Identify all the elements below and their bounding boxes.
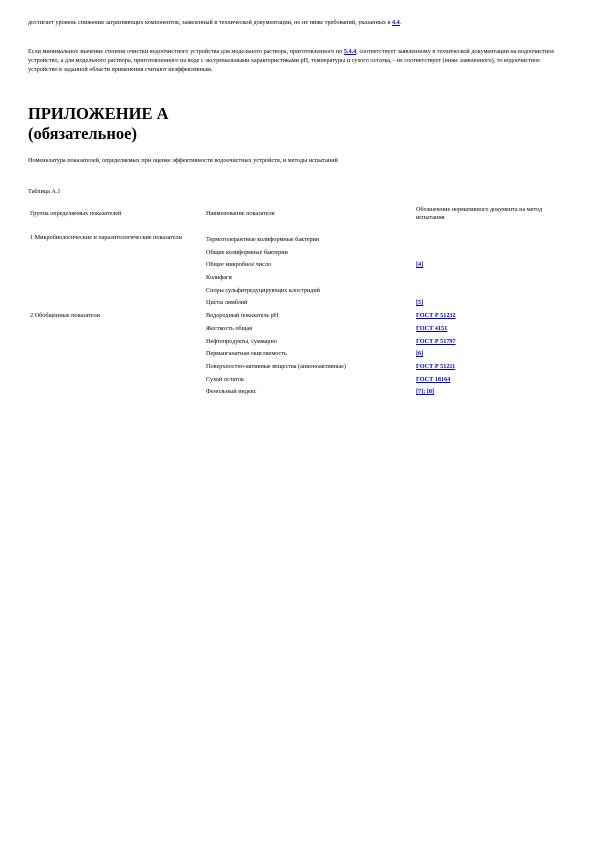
method-cell bbox=[414, 336, 558, 349]
method-link[interactable]: [4] bbox=[416, 261, 424, 269]
intro-line1-text: достигает уровень снижения загрязняющих компонентов, заявленный в технической документации, но не ниже требований, указанных в bbox=[28, 19, 391, 26]
table-row bbox=[28, 348, 558, 361]
indicator-cell: Колифаги bbox=[206, 274, 232, 282]
para2-text-pre: Если минимальное значение степени очистки водоочистного устройства для модельного раствора, приготовленного по bbox=[28, 48, 343, 55]
method-link[interactable]: [6] bbox=[416, 350, 424, 358]
method-link[interactable]: ГОСТ Р 51797 bbox=[416, 337, 456, 345]
group-cell bbox=[28, 336, 204, 349]
indicator-cell: Жесткость общая bbox=[206, 324, 252, 332]
group-cell bbox=[28, 323, 204, 336]
group-cell bbox=[28, 374, 204, 387]
indicator-cell: Споры сульфитредуцирующих клостридий bbox=[206, 286, 320, 294]
table-row bbox=[28, 285, 558, 298]
clause-link-4-4[interactable]: 4.4 bbox=[392, 19, 400, 26]
group-cell bbox=[28, 386, 204, 399]
indicator-cell: Водородный показатель pH bbox=[206, 312, 279, 320]
method-link[interactable]: ГОСТ 4151 bbox=[416, 324, 448, 332]
indicator-cell: Общие колиформные бактерии bbox=[206, 248, 288, 256]
indicator-cell: Общее микробное число bbox=[206, 261, 272, 269]
method-cell bbox=[414, 310, 558, 323]
table-row bbox=[28, 310, 558, 323]
method-link[interactable]: [7]; [8] bbox=[416, 388, 435, 396]
group-cell bbox=[28, 272, 204, 285]
appendix-subtitle: (обязательное) bbox=[28, 124, 137, 143]
group-cell: 1 Микробиологические и паразитологические показатели bbox=[30, 234, 183, 241]
table-row bbox=[28, 234, 558, 247]
table-row bbox=[28, 386, 558, 399]
table-row bbox=[28, 361, 558, 374]
method-cell bbox=[414, 386, 558, 399]
table-row bbox=[28, 259, 558, 272]
group-cell: 2 Обобщенные показатели bbox=[30, 312, 101, 320]
method-cell bbox=[414, 247, 558, 260]
header-method: Обозначение нормативного документа на метод испытания bbox=[416, 206, 543, 221]
group-cell bbox=[28, 361, 204, 374]
indicator-cell: Нефтепродукты, суммарно bbox=[206, 337, 277, 345]
table-row bbox=[28, 297, 558, 310]
intro-paragraph-1: достигает уровень снижения загрязняющих компонентов, заявленный в технической документации, но не ниже требований, указанных в 4.4. bbox=[28, 19, 402, 26]
method-cell bbox=[414, 297, 558, 310]
method-link[interactable]: [5] bbox=[416, 299, 424, 307]
table-header-row bbox=[28, 206, 558, 234]
indicator-cell: Поверхностно-активные вещества (анионоактивные) bbox=[206, 362, 346, 370]
method-cell bbox=[414, 348, 558, 361]
table-row bbox=[28, 336, 558, 349]
appendix-caption: Номенклатура показателей, определяемых при оценке эффективности водоочистных устройств, и методы испытаний bbox=[28, 157, 338, 164]
method-link[interactable]: ГОСТ 18164 bbox=[416, 375, 451, 383]
indicator-cell: Перманганатная окисляемость bbox=[206, 350, 287, 358]
method-cell bbox=[414, 259, 558, 272]
para2-text-post: , соответствует заявленному в технической документации на водоочистное устройство, а для модельного раствора, приготовленного на воде с экстремальными характеристиками pH, температуры и сухого остатка, - не соответствует (ниже заявленного), то водоочистное устройство в заданной области применения считают неэффективным. bbox=[28, 48, 555, 74]
method-link[interactable]: ГОСТ Р 51232 bbox=[416, 312, 456, 320]
table-row bbox=[28, 374, 558, 387]
group-cell bbox=[28, 285, 204, 298]
table-row bbox=[28, 272, 558, 285]
group-cell bbox=[28, 348, 204, 361]
appendix-title: ПРИЛОЖЕНИЕ А bbox=[28, 104, 169, 123]
method-cell bbox=[414, 285, 558, 298]
header-indicator: Наименование показателя bbox=[206, 210, 275, 217]
method-cell bbox=[414, 323, 558, 336]
method-cell bbox=[414, 234, 558, 247]
group-cell bbox=[28, 259, 204, 272]
intro-paragraph-2 bbox=[28, 47, 563, 75]
indicators-table bbox=[28, 206, 558, 399]
indicator-cell: Цисты лямблий bbox=[206, 299, 248, 307]
group-cell bbox=[28, 297, 204, 310]
table-row bbox=[28, 323, 558, 336]
clause-link-5-4-4[interactable]: 5.4.4 bbox=[343, 48, 357, 55]
table-name: Таблица А.1 bbox=[28, 188, 61, 195]
method-link[interactable]: ГОСТ Р 51211 bbox=[416, 362, 456, 370]
header-group: Группа определяемых показателей bbox=[30, 210, 122, 217]
indicator-cell: Термотолерантные колиформные бактерии bbox=[206, 236, 320, 243]
indicator-cell: Фенольный индекс bbox=[206, 388, 257, 396]
method-cell bbox=[414, 374, 558, 387]
method-cell bbox=[414, 272, 558, 285]
method-cell bbox=[414, 361, 558, 374]
indicator-cell: Сухой остаток bbox=[206, 375, 244, 383]
